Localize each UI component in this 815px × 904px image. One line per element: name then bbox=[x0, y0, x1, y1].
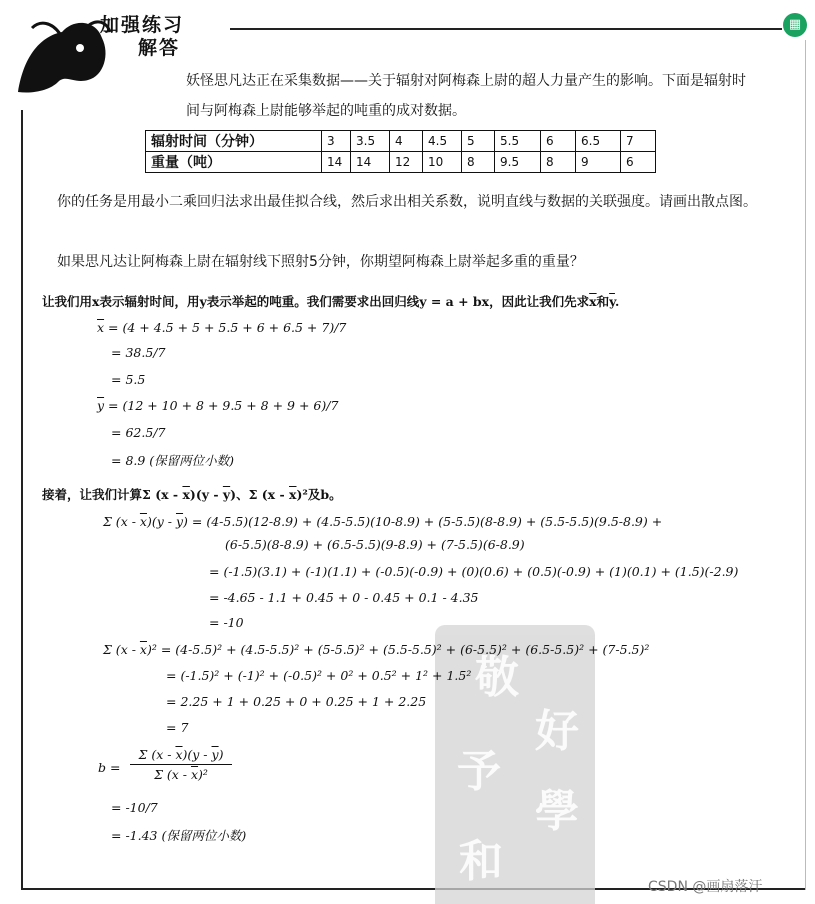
task-text: 你的任务是用最小二乘回归法求出最佳拟合线，然后求出相关系数，说明直线与数据的关联强度。请画出散点图。 bbox=[57, 194, 757, 210]
b-line-3: = -1.43 (保留两位小数) bbox=[111, 828, 247, 843]
seal-char: 好 bbox=[535, 706, 579, 757]
xbar-line-2: = 38.5/7 bbox=[111, 345, 166, 360]
csdn-watermark: CSDN @画扇落汗 bbox=[648, 879, 763, 895]
grid-icon[interactable]: ▦ bbox=[783, 13, 807, 37]
table-cell: 3.5 bbox=[351, 131, 390, 152]
table-cell: 4.5 bbox=[423, 131, 462, 152]
sxy-line-4: = -4.65 - 1.1 + 0.45 + 0 - 0.45 + 0.1 - 4.35 bbox=[209, 590, 479, 605]
table-cell: 12 bbox=[390, 152, 423, 173]
table-cell: 14 bbox=[351, 152, 390, 173]
b-label: b = bbox=[98, 760, 121, 775]
section-title bbox=[100, 14, 184, 60]
b-numerator: Σ $(x - \overline{x})(y - \overline{y})$ bbox=[130, 747, 232, 765]
seal-char: 敬 bbox=[475, 652, 519, 703]
table-cell: 6 bbox=[621, 152, 656, 173]
table-cell: 7 bbox=[621, 131, 656, 152]
frame-left-border bbox=[21, 110, 23, 890]
table-cell: 14 bbox=[322, 152, 351, 173]
xbar-line-3: = 5.5 bbox=[111, 372, 146, 387]
title-line-2: 解答 bbox=[138, 37, 181, 59]
data-table bbox=[145, 130, 656, 173]
question-text: 如果思凡达让阿梅森上尉在辐射线下照射5分钟，你期望阿梅森上尉举起多重的重量？ bbox=[57, 254, 584, 270]
table-cell: 10 bbox=[423, 152, 462, 173]
row-header: 重量（吨） bbox=[146, 152, 322, 173]
sxx-line-1: Σ $(x - \overline{x})^2 = (4-5.5)^2 + (4.5-5.5)^2 + (5-5.5)^2 + (5.5-5.5)^2 + (6-5.5)^2 + (6.5-5.5)^2 + (7-5.5)^2$ bbox=[103, 642, 650, 657]
table-row bbox=[146, 152, 656, 173]
sxx-line-4: = 7 bbox=[166, 720, 189, 735]
ybar-line-3: = 8.9 (保留两位小数) bbox=[111, 453, 235, 468]
sxx-line-3: = 2.25 + 1 + 0.25 + 0 + 0.25 + 1 + 2.25 bbox=[166, 694, 427, 709]
ybar-line-2: = 62.5/7 bbox=[111, 425, 166, 440]
b-line-2: = -10/7 bbox=[111, 800, 158, 815]
sxy-line-3: = (-1.5)(3.1) + (-1)(1.1) + (-0.5)(-0.9) + (0)(0.6) + (0.5)(-0.9) + (1)(0.1) + (1.5)(-2.9) bbox=[209, 564, 739, 579]
next-step-text: 接着，让我们计算Σ $(x - \overline{x})(y - \overline{y})$、Σ $(x - \overline{x})^2$及b。 bbox=[42, 487, 342, 502]
sxy-line-5: = -10 bbox=[209, 615, 244, 630]
sxx-line-2: = (-1.5)² + (-1)² + (-0.5)² + 0² + 0.5² + 1² + 1.5² bbox=[166, 668, 472, 683]
table-cell: 5 bbox=[462, 131, 495, 152]
seal-stamp bbox=[435, 625, 595, 904]
b-fraction bbox=[130, 747, 232, 782]
solution-intro: 让我们用x表示辐射时间，用y表示举起的吨重。我们需要求出回归线y = a + bx，因此让我们先求$\overline{x}$和$\overline{y}$. bbox=[42, 294, 620, 309]
title-line-1: 加强练习 bbox=[100, 14, 185, 36]
seal-char: 學 bbox=[535, 786, 579, 837]
sxy-line-2: (6-5.5)(8-8.9) + (6.5-5.5)(9-8.9) + (7-5.5)(6-8.9) bbox=[225, 537, 525, 552]
problem-intro: 妖怪思凡达正在采集数据——关于辐射对阿梅森上尉的超人力量产生的影响。下面是辐射时间与阿梅森上尉能够举起的吨重的成对数据。 bbox=[186, 73, 746, 119]
table-cell: 5.5 bbox=[495, 131, 541, 152]
xbar-line-1: $\overline{x} = (4 + 4.5 + 5 + 5.5 + 6 + 6.5 + 7)/7$ bbox=[97, 320, 347, 335]
header-divider bbox=[230, 28, 782, 30]
table-row bbox=[146, 131, 656, 152]
table-cell: 9.5 bbox=[495, 152, 541, 173]
table-cell: 8 bbox=[541, 152, 576, 173]
ybar-line-1: $\overline{y} = (12 + 10 + 8 + 9.5 + 8 + 9 + 6)/7$ bbox=[97, 398, 339, 413]
table-cell: 6.5 bbox=[576, 131, 621, 152]
table-cell: 6 bbox=[541, 131, 576, 152]
b-denominator: Σ $(x - \overline{x})^2$ bbox=[154, 767, 208, 782]
row-header: 辐射时间（分钟） bbox=[146, 131, 322, 152]
monster-mascot-icon bbox=[14, 14, 114, 94]
seal-char: 予 bbox=[457, 746, 501, 797]
frame-right-border bbox=[805, 40, 806, 890]
table-cell: 8 bbox=[462, 152, 495, 173]
seal-char: 和 bbox=[459, 836, 503, 887]
table-cell: 9 bbox=[576, 152, 621, 173]
table-cell: 3 bbox=[322, 131, 351, 152]
sxy-line-1: Σ $(x - \overline{x})(y - \overline{y}) = (4-5.5)(12-8.9) + (4.5-5.5)(10-8.9) + (5-5.5)(8-8.9) + (5.5-5.5)(9.5-8.9)$ + bbox=[103, 514, 663, 529]
table-cell: 4 bbox=[390, 131, 423, 152]
